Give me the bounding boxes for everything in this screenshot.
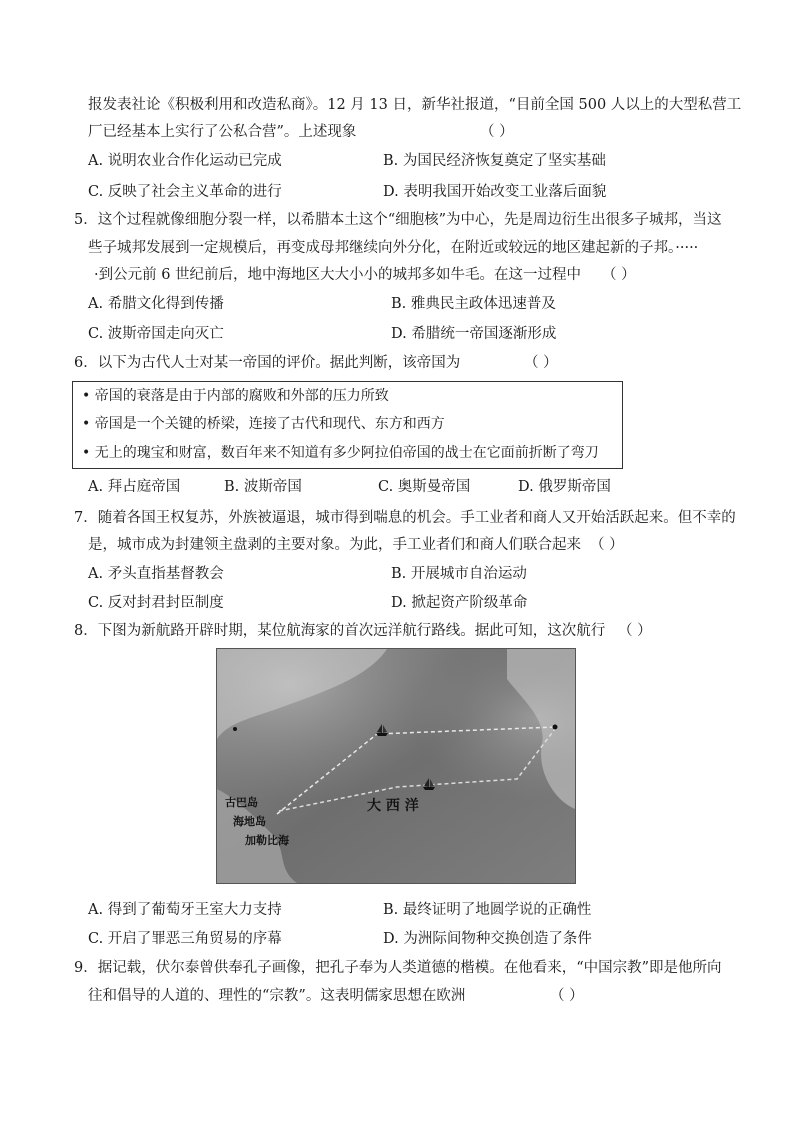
q5-stem-line2: 些子城邦发展到一定规模后，再变成母邦继续向外分化，在附近或较远的地区建起新的子邦。····· xyxy=(88,240,699,256)
q6-option-d[interactable]: D. 俄罗斯帝国 xyxy=(518,479,611,495)
q6-quote-2: • 帝国是一个关键的桥梁，连接了古代和现代、东方和西方 xyxy=(82,416,445,432)
q6-option-c[interactable]: C. 奥斯曼帝国 xyxy=(378,479,471,495)
q7-option-c[interactable]: C. 反对封君封臣制度 xyxy=(88,595,224,611)
q4-option-b[interactable]: B. 为国民经济恢复奠定了坚实基础 xyxy=(383,153,606,169)
q4-option-d[interactable]: D. 表明我国开始改变工业落后面貌 xyxy=(383,184,607,200)
q5-option-b[interactable]: B. 雅典民主政体迅速普及 xyxy=(391,296,556,312)
map-point-marker xyxy=(233,727,237,731)
q4-stem-line2: 厂已经基本上实行了公私合营”。上述现象 xyxy=(88,124,357,140)
q9-answer-paren[interactable]: （ ） xyxy=(550,988,584,1004)
q7-option-d[interactable]: D. 掀起资产阶级革命 xyxy=(391,595,528,611)
q8-option-b[interactable]: B. 最终证明了地圆学说的正确性 xyxy=(383,902,592,918)
map-label-caribbean: 加勒比海 xyxy=(245,834,289,847)
q5-option-c[interactable]: C. 波斯帝国走向灭亡 xyxy=(88,326,224,342)
q4-option-a[interactable]: A. 说明农业合作化运动已完成 xyxy=(88,153,282,169)
q6-stem: 6．以下为古代人士对某一帝国的评价。据此判断，该帝国为 xyxy=(74,355,461,371)
q7-option-a[interactable]: A. 矛头直指基督教会 xyxy=(88,566,224,582)
route-start-point xyxy=(553,725,558,730)
q6-quote-1: • 帝国的衰落是由于内部的腐败和外部的压力所致 xyxy=(82,388,389,404)
q6-option-a[interactable]: A. 拜占庭帝国 xyxy=(88,479,181,495)
q6-option-b[interactable]: B. 波斯帝国 xyxy=(224,479,302,495)
q8-option-a[interactable]: A. 得到了葡萄牙王室大力支持 xyxy=(88,902,282,918)
q5-option-a[interactable]: A. 希腊文化得到传播 xyxy=(88,296,224,312)
q5-stem-line1: 5．这个过程就像细胞分裂一样，以希腊本土这个“细胞核”为中心，先是周边衍生出很多子城邦，当这 xyxy=(74,212,722,228)
q4-stem-line1: 报发表社论《积极利用和改造私商》。12 月 13 日，新华社报道，“目前全国 500 人以上的大型私营工 xyxy=(88,97,742,113)
q8-option-d[interactable]: D. 为洲际间物种交换创造了条件 xyxy=(383,931,592,947)
q8-stem: 8．下图为新航路开辟时期，某位航海家的首次远洋航行路线。据此可知，这次航行 xyxy=(74,623,606,639)
q6-answer-paren[interactable]: （ ） xyxy=(524,355,558,371)
q5-answer-paren[interactable]: （ ） xyxy=(602,267,636,283)
q7-answer-paren[interactable]: （ ） xyxy=(590,537,624,553)
q4-option-c[interactable]: C. 反映了社会主义革命的进行 xyxy=(88,184,282,200)
map-label-haiti: 海地岛 xyxy=(233,815,266,828)
q8-option-c[interactable]: C. 开启了罪恶三角贸易的序幕 xyxy=(88,931,282,947)
q5-stem-line3: ·到公元前 6 世纪前后，地中海地区大大小小的城邦多如牛毛。在这一过程中 xyxy=(94,267,582,283)
map-label-cuba: 古巴岛 xyxy=(225,796,258,809)
q4-answer-paren[interactable]: （ ） xyxy=(480,124,514,140)
q7-option-b[interactable]: B. 开展城市自治运动 xyxy=(391,566,527,582)
q7-stem-line1: 7．随着各国王权复苏，外族被逼退，城市得到喘息的机会。手工业者和商人又开始活跃起来。但不幸的 xyxy=(74,510,736,526)
map-label-atlantic: 大 西 洋 xyxy=(367,798,419,814)
q8-answer-paren[interactable]: （ ） xyxy=(618,623,652,639)
q7-stem-line2: 是，城市成为封建领主盘剥的主要对象。为此，手工业者们和商人们联合起来 xyxy=(88,537,581,553)
q5-option-d[interactable]: D. 希腊统一帝国逐渐形成 xyxy=(391,326,557,342)
q9-stem-line1: 9．据记载，伏尔泰曾供奉孔子画像，把孔子奉为人类道德的楷模。在他看来，“中国宗教”即是他所向 xyxy=(74,960,722,976)
q9-stem-line2: 往和倡导的人道的、理性的“宗教”。这表明儒家思想在欧洲 xyxy=(88,988,466,1004)
voyage-route-map xyxy=(216,648,576,884)
q6-quote-3: • 无上的瑰宝和财富，数百年来不知道有多少阿拉伯帝国的战士在它面前折断了弯刀 xyxy=(82,445,599,461)
